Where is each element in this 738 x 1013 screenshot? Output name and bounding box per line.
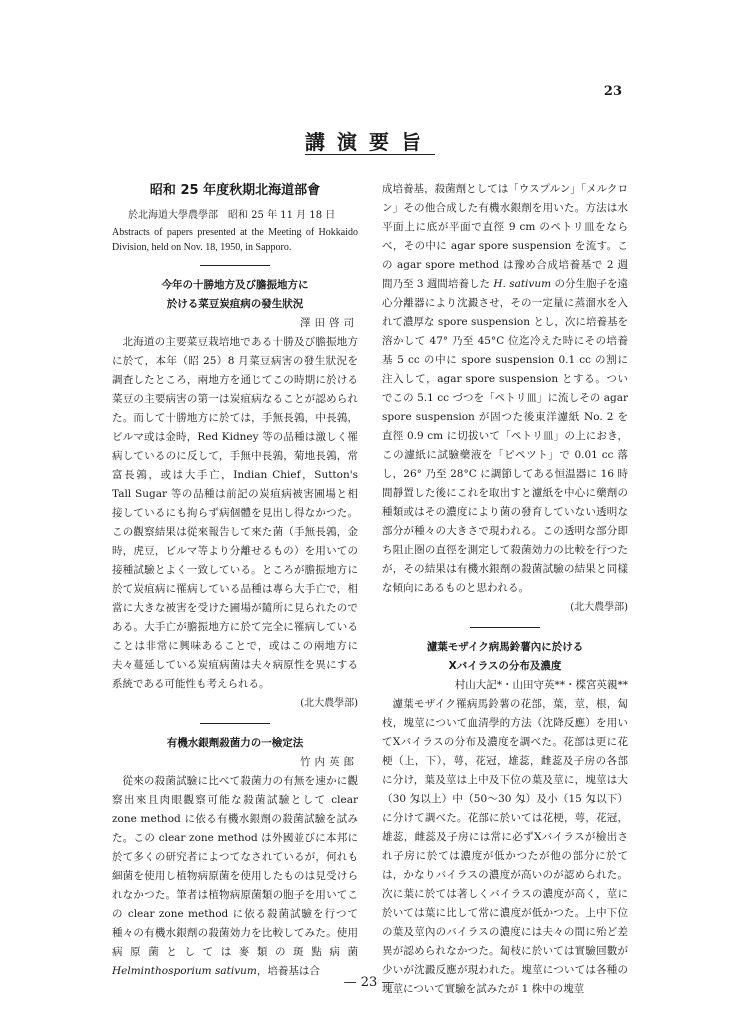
meeting-title: 昭和 25 年度秋期北海道部會 bbox=[149, 183, 321, 198]
article2-author: 竹内英郎 bbox=[300, 756, 358, 768]
page-number-top: 23 bbox=[603, 84, 622, 99]
article2-cont-text: 成培養基，殺菌劑としては「ウスプルン」「メルクロン」その他合成した有機水銀劑を用いた。方法は水平面上に底が平面で直徑 9 cm のペトリ皿をならべ，その中に agar spore suspension を流す。この agar spore method は豫め合成培養基で 2 週間乃至 3 週間培養した bbox=[382, 183, 628, 290]
article2-affiliation: (北大農學部) bbox=[570, 602, 628, 613]
organism-name: Helminthosporium sativum bbox=[112, 965, 257, 977]
right-column bbox=[382, 180, 628, 999]
article3-body: 濾葉モザイク罹病馬鈴薯の花部，葉，莖，根，匐枝，塊莖について血清學的方法（沈降反應）を用いてXバイラスの分布及濃度を調べた。花部は更に花梗（上，下），萼，花冠，雄蕊，雌蕊及子房の各部に分け，葉及莖は上中及下位の葉及莖に，塊莖は大（30 匁以上）中（50～30 匁）及小（15 匁以下）に分けて調べた。花部に於いては花梗，萼，花冠，雄蕊，雌蕊及子房には常に必ずXバイラスが檢出され子房に於ては濃度が低かつたが他の部分に於ては，かなりバイラスの濃度が高いのが認められた。次に葉に於ては著しくバイラスの濃度が高く，莖に於いては葉に比して常に濃度が低かつた。上中下位の葉及莖內のバイラスの濃度には夫々の間に殆ど差異が認められなかつた。匐枝に於いては實驗回數が少いが沈澱反應が現われた。塊莖については各種の塊莖について實驗を試みたが 1 株中の塊莖 bbox=[382, 698, 628, 995]
organism-name-abbrev: H. sativum bbox=[493, 278, 552, 290]
article-divider bbox=[200, 723, 270, 724]
english-abstract: Abstracts of papers presented at the Meeting of Hokkaido Division, held on Nov. 18, 1950, in Sapporo. bbox=[112, 227, 358, 253]
article2-body-continued bbox=[382, 180, 628, 598]
left-column bbox=[112, 180, 358, 981]
article1-title-line1: 今年の十勝地方及び膽振地方に bbox=[161, 279, 309, 291]
meeting-subtitle: 於北海道大學農學部 昭和 25 年 11 月 18 日 bbox=[128, 210, 336, 221]
article2-title: 有機水銀劑殺菌力の一檢定法 bbox=[166, 737, 304, 749]
article-divider bbox=[470, 627, 540, 628]
article1-affiliation: (北大農學部) bbox=[300, 698, 358, 709]
article2-body bbox=[112, 772, 358, 981]
article2-body-text: 從來の殺菌試驗に比べて殺菌力の有無を速かに觀察出來且肉眼觀察可能な殺菌試驗として clear zone method に依る有機水銀劑の殺菌試驗を試みた。この clear zone method は外國並びに本邦に於て多くの研究者によつてなされているが，何れも細菌を使用し植物病原菌を使用したものは見受けられなかつた。筆者は植物病原菌類の胞子を用いてこの clear zone method に依る殺菌試驗を行つて種々の有機水銀劑の殺菌効力を比較してみた。使用病原菌としては麥類の斑點病菌 bbox=[112, 775, 358, 958]
article2-body-text-end: ，培養基は合 bbox=[256, 965, 320, 977]
article1-author: 澤田啓司 bbox=[300, 317, 358, 329]
article1-title-line2: 於ける菜豆炭疽病の發生狀況 bbox=[166, 298, 304, 310]
section-title: 講演要旨 bbox=[305, 130, 433, 154]
section-title-underline bbox=[305, 154, 435, 155]
article3-authors: 村山大記*・山田守英**・楪宮英親** bbox=[454, 679, 628, 691]
article3-title-line1: 濾葉モザイク病馬鈴薯內に於ける bbox=[426, 641, 584, 653]
article2-cont-text-end: の分生胞子を遠心分離器により沈澱させ，その一定量に蒸溜水を入れて濃厚な spore suspension とし，次に培養基を溶かして 47° 乃至 45°C 位迄冷えた時にその培養基 5 cc の中に spore suspension 0.1 cc の割に注入して，agar spore suspension とする。ついでこの 5.1 cc づつを「ペトリ皿」に流しその agar spore suspension が固つた後東洋濾紙 No. 2 を直徑 0.9 cm に切拔いて「ペトリ皿」の上におき，この濾紙に試驗藥液を「ピペツト」で 0.01 cc 落し，26° 乃至 28°C に調節してある恒温器に 16 時間靜置した後にこれを取出すと濾紙を中心に藥劑の種類或はその濃度により菌の發育していない透明な部分が種々の大きさで現われる。この透明な部分即ち阻止圏の直徑を測定して殺菌効力の比較を行つたが，その結果は有機水銀劑の殺菌試驗の結果と同樣な傾向にあるものと思われる。 bbox=[382, 278, 629, 594]
article1-body: 北海道の主要菜豆栽培地である十勝及び膽振地方に於て，本年（昭 25）8 月菜豆病害の發生狀況を調査したところ，兩地方を通じてこの時期に於ける菜豆の主要病害の第一は炭疽病なることが認められた。而して十勝地方に於ては，手無長鶉，中長鶉，ビルマ或は金時，Red Kidney 等の品種は激しく罹病しているのに反して，手無中長鶉，菊地長鶉，常富長鶉，或は大手亡，Indian Chief，Sutton's Tall Sugar 等の品種は前記の炭疽病被害圃場と相接しているにも拘らず病個體を見出し得なかつた。この觀察結果は從來報告して來た菌（手無長鶉，金時，虎豆，ビルマ等より分離せるもの）を用いての接種試驗とよく一致している。ところが膽振地方に於て炭疽病に罹病している品種は專ら大手亡で，相當に大きな被害を受けた圃場が隨所に見られたのである。大手亡が膽振地方に於て完全に罹病していることは非常に興味あることで，或はこの兩地方に夫々蔓延している炭疽病菌は夫々病原性を異にする系統である可能性も考えられる。 bbox=[112, 336, 358, 690]
page-number-bottom: — 23 — bbox=[343, 975, 395, 990]
article3-title-line2: Xバイラスの分布及濃度 bbox=[448, 660, 562, 672]
section-divider bbox=[200, 265, 270, 266]
